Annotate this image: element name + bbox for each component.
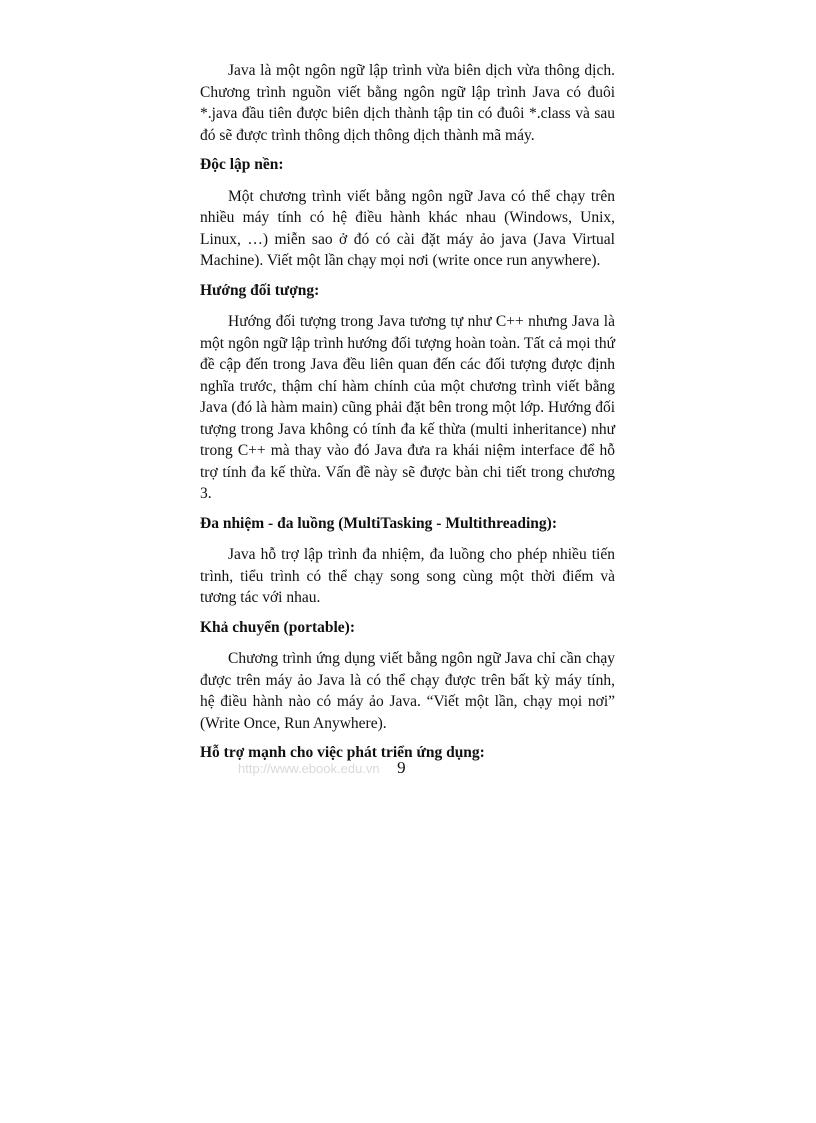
page-footer xyxy=(238,758,538,780)
heading-application-development: Hỗ trợ mạnh cho việc phát triển ứng dụng: xyxy=(200,744,485,761)
heading-object-oriented: Hướng đối tượng: xyxy=(200,281,320,299)
footer-watermark-url: http://www.ebook.edu.vn xyxy=(238,761,380,776)
heading-portable: Khả chuyển (portable): xyxy=(200,618,355,636)
paragraph-portable: Chương trình ứng dụng viết bằng ngôn ngữ Java chỉ cần chạy được trên máy ảo Java là có thể chạy được trên bất kỳ máy tính, hệ điều hành nào có máy ảo Java. “Viết một lần, chạy mọi nơi” (Write Once, Run Anywhere). xyxy=(200,650,615,732)
paragraph-multitasking: Java hỗ trợ lập trình đa nhiệm, đa luồng cho phép nhiều tiến trình, tiểu trình có thể chạy song song cùng một thời điểm và tương tác với nhau. xyxy=(200,546,615,606)
heading-multitasking: Đa nhiệm - đa luồng (MultiTasking - Multithreading): xyxy=(200,514,557,532)
page-number: 9 xyxy=(397,758,406,777)
paragraph-compiled-interpreted: Java là một ngôn ngữ lập trình vừa biên dịch vừa thông dịch. Chương trình nguồn viết bằng ngôn ngữ lập trình Java có đuôi *.java đầu tiên được biên dịch thành tập tin có đuôi *.class và sau đó sẽ được trình thông dịch thông dịch thành mã máy. xyxy=(200,62,615,144)
paragraph-object-oriented: Hướng đối tượng trong Java tương tự như C++ nhưng Java là một ngôn ngữ lập trình hướng đối tượng hoàn toàn. Tất cả mọi thứ đề cập đến trong Java đều liên quan đến các đối tượng được định nghĩa trước, thậm chí hàm chính của một chương trình viết bằng Java (đó là hàm main) cũng phải đặt bên trong một lớp. Hướng đối tượng trong Java không có tính đa kế thừa (multi inheritance) như trong C++ mà thay vào đó Java đưa ra khái niệm interface để hỗ trợ tính đa kế thừa. Vấn đề này sẽ được bàn chi tiết trong chương 3. xyxy=(200,313,615,502)
paragraph-platform-independent: Một chương trình viết bằng ngôn ngữ Java có thể chạy trên nhiều máy tính có hệ điều hành khác nhau (Windows, Unix, Linux, …) miễn sao ở đó có cài đặt máy ảo java (Java Virtual Machine). Viết một lần chạy mọi nơi (write once run anywhere). xyxy=(200,187,615,269)
page-body xyxy=(200,60,615,774)
heading-platform-independent: Độc lập nền: xyxy=(200,156,284,173)
